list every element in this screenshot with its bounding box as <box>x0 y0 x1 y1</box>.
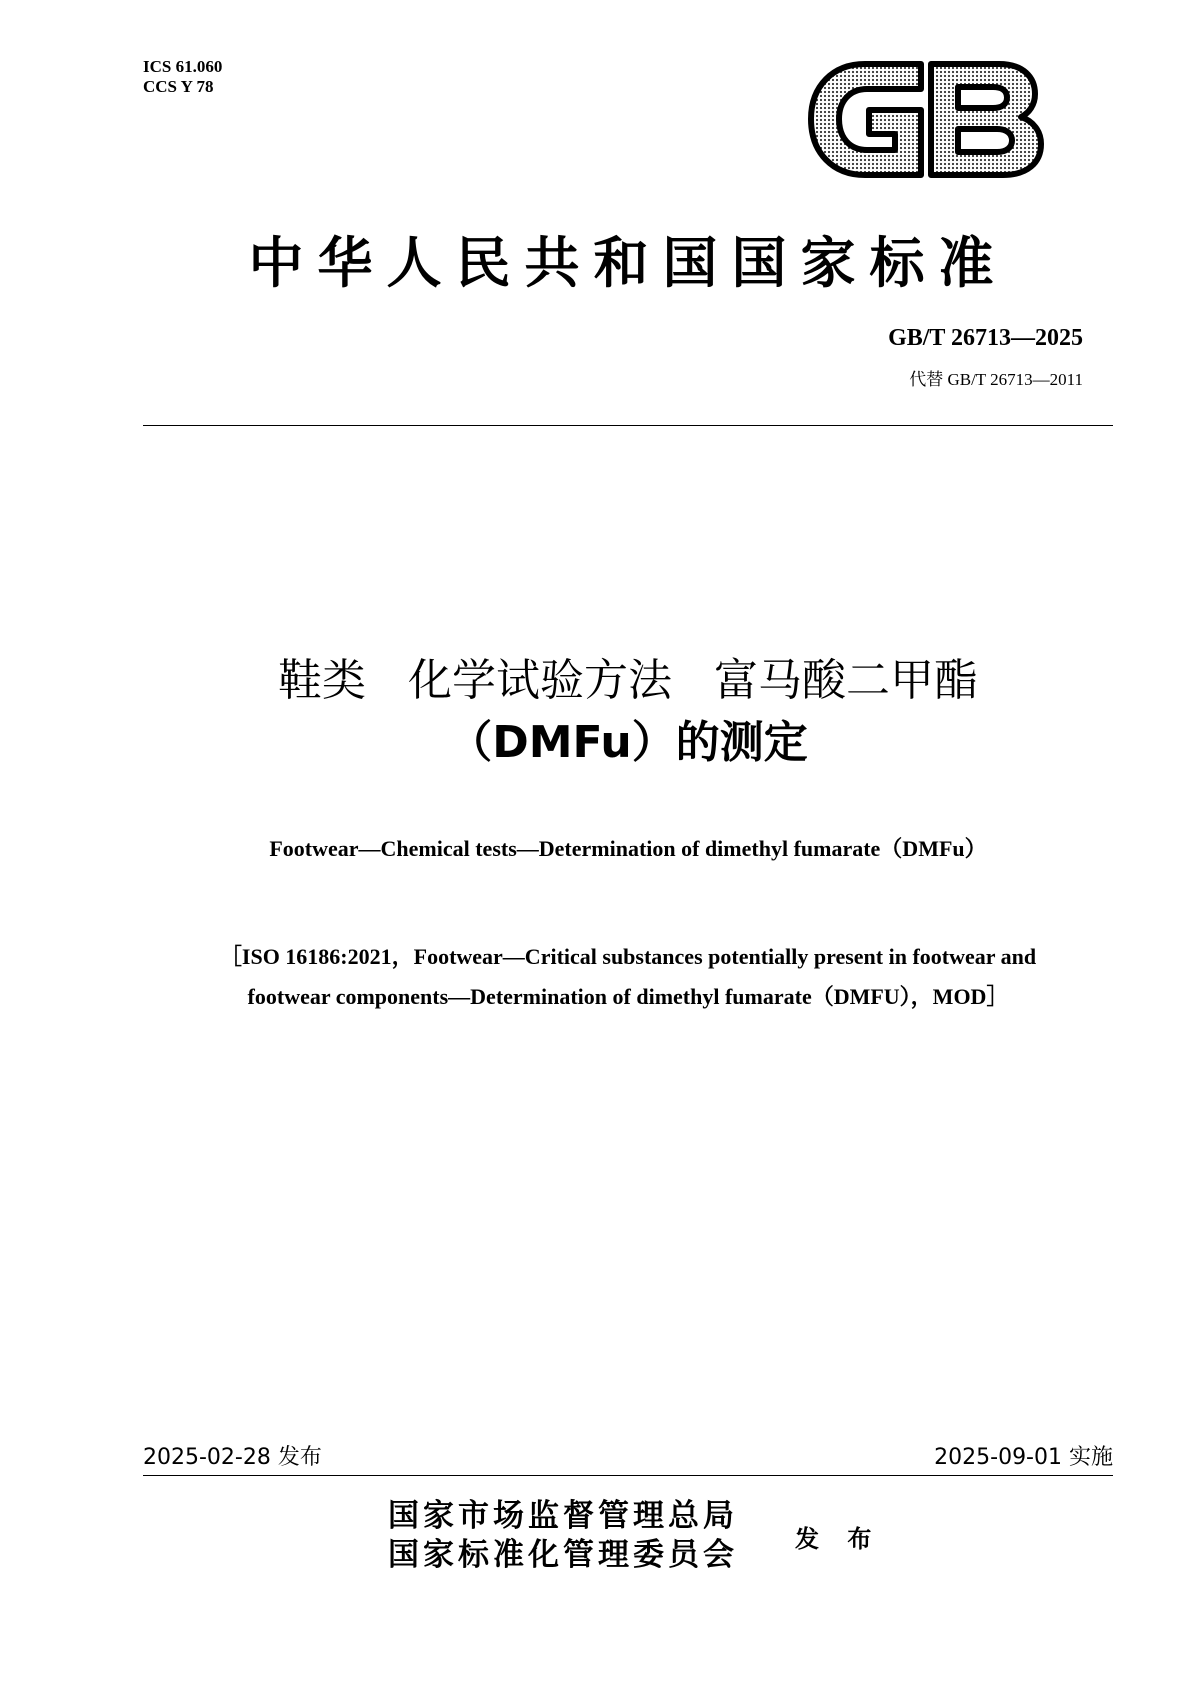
iso-reference-line-2: footwear components—Determination of dimethyl fumarate（DMFU），MOD］ <box>247 984 1009 1009</box>
gb-logo-icon <box>803 58 1046 181</box>
ccs-code: CCS Y 78 <box>143 77 214 96</box>
bottom-divider <box>143 1475 1113 1476</box>
publisher-names <box>388 1497 738 1575</box>
chinese-title <box>120 650 1136 774</box>
replaces-number: GB/T 26713—2011 <box>947 370 1083 389</box>
english-title: Footwear—Chemical tests—Determination of dimethyl fumarate（DMFu） <box>269 836 987 861</box>
implementation-date: 2025-09-01 实施 <box>934 1445 1113 1470</box>
replaces-label: 代替 <box>909 370 944 390</box>
top-divider <box>143 425 1113 426</box>
iso-reference-line-1: ［ISO 16186:2021，Footwear—Critical substances potentially present in footwear and <box>219 944 1037 969</box>
replaced-standard <box>909 365 1083 390</box>
national-standard-title: 中华人民共和国国家标准 <box>248 231 1008 295</box>
iso-reference <box>120 937 1136 1017</box>
ics-code: ICS 61.060 <box>143 57 223 76</box>
publish-label: 发 布 <box>795 1524 882 1553</box>
issue-date: 2025-02-28 发布 <box>143 1445 322 1470</box>
classification-codes <box>143 57 222 97</box>
standard-number: GB/T 26713—2025 <box>888 325 1083 351</box>
chinese-title-line-2: （DMFu）的测定 <box>448 717 808 768</box>
publisher-line-1: 国家市场监督管理总局 <box>388 1498 738 1534</box>
chinese-title-line-1: 鞋类 化学试验方法 富马酸二甲酯 <box>278 655 978 706</box>
publisher-line-2: 国家标准化管理委员会 <box>388 1537 738 1573</box>
